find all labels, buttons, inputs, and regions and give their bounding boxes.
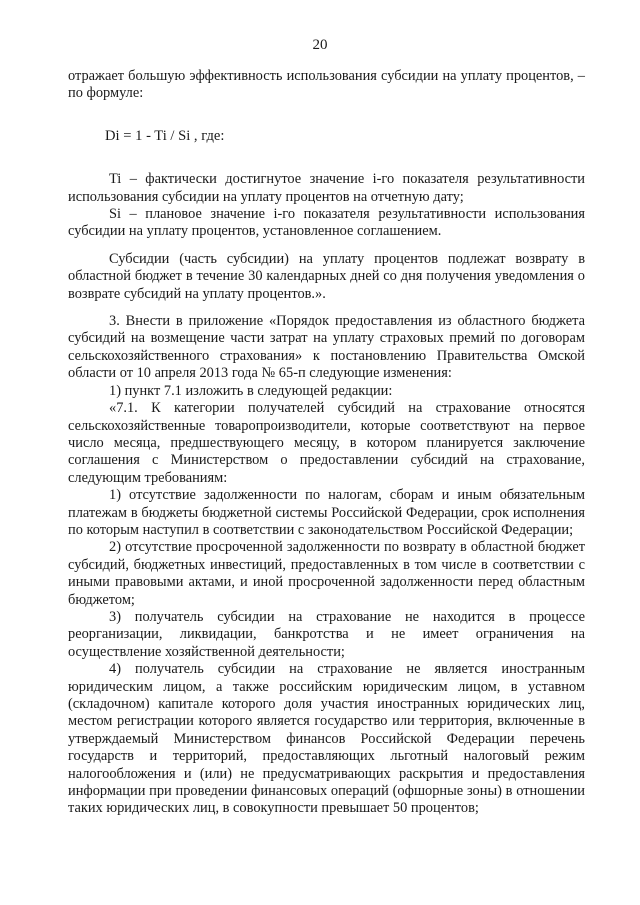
requirement-1: 1) отсутствие задолженности по налогам, сборам и иным обязательным платежам в бюджеты бюджетной системы Российской Федерации, срок исполнения по которым наступил в соответствии с законодательством Российской Федерации; xyxy=(68,487,585,538)
page-number: 20 xyxy=(312,37,328,53)
formula-intro: отражает большую эффективность использования субсидии на уплату процентов, – по формуле: xyxy=(68,68,585,102)
refund-paragraph: Субсидии (часть субсидии) на уплату процентов подлежат возврату в областной бюджет в течение 30 календарных дней со дня получения уведомления о возврате субсидий на уплату процентов.». xyxy=(68,250,585,302)
formula: Di = 1 - Ti / Si , где: xyxy=(105,127,225,144)
document-body xyxy=(68,68,585,818)
requirement-2: 2) отсутствие просроченной задолженности по возврату в областной бюджет субсидий, бюджетных инвестиций, предоставленных в том числе в соответствии с иными правовыми актами, и иной просроченной задолженности перед областным бюджетом; xyxy=(68,539,585,608)
definition-si: Si – плановое значение i-го показателя результативности использования субсидии на уплату процентов, установленное соглашением. xyxy=(68,206,585,240)
requirement-3: 3) получатель субсидии на страхование не находится в процессе реорганизации, ликвидации, банкротства и не имеет ограничения на осуществление хозяйственной деятельности; xyxy=(68,608,585,660)
clause-7-1-paragraph: «7.1. К категории получателей субсидий на страхование относятся сельскохозяйственные товаропроизводители, которые соответствуют на первое число месяца, предшествующего месяцу, в котором планируется заключение соглашения с Министерством о предоставлении субсидий на страхование, следующим требованиям: xyxy=(68,400,585,486)
definition-ti: Ti – фактически достигнутое значение i-го показателя результативности использования субсидии на уплату процентов на отчетную дату; xyxy=(68,171,585,205)
requirement-4: 4) получатель субсидии на страхование не является иностранным юридическим лицом, а также российским юридическим лицом, в уставном (складочном) капитале которого доля участия иностранных юридических лиц, местом регистрации которого является государство или территория, включенные в утверждаемый Министерством финансов Российской Федерации перечень государств и территорий, предоставляющих льготный налоговый режим налогообложения и (или) не предусматривающих раскрытия и предоставления информации при проведении финансовых операций (офшорные зоны) в отношении таких юридических лиц, в совокупности превышает 50 процентов; xyxy=(68,661,585,817)
item-1-paragraph: 1) пункт 7.1 изложить в следующей редакции: xyxy=(109,382,393,399)
section-3-paragraph: 3. Внести в приложение «Порядок предоставления из областного бюджета субсидий на возмещение части затрат на уплату страховых премий по договорам сельскохозяйственного страхования» к постановлению Правительства Омской области от 10 апреля 2013 года № 65-п следующие изменения: xyxy=(68,313,585,382)
